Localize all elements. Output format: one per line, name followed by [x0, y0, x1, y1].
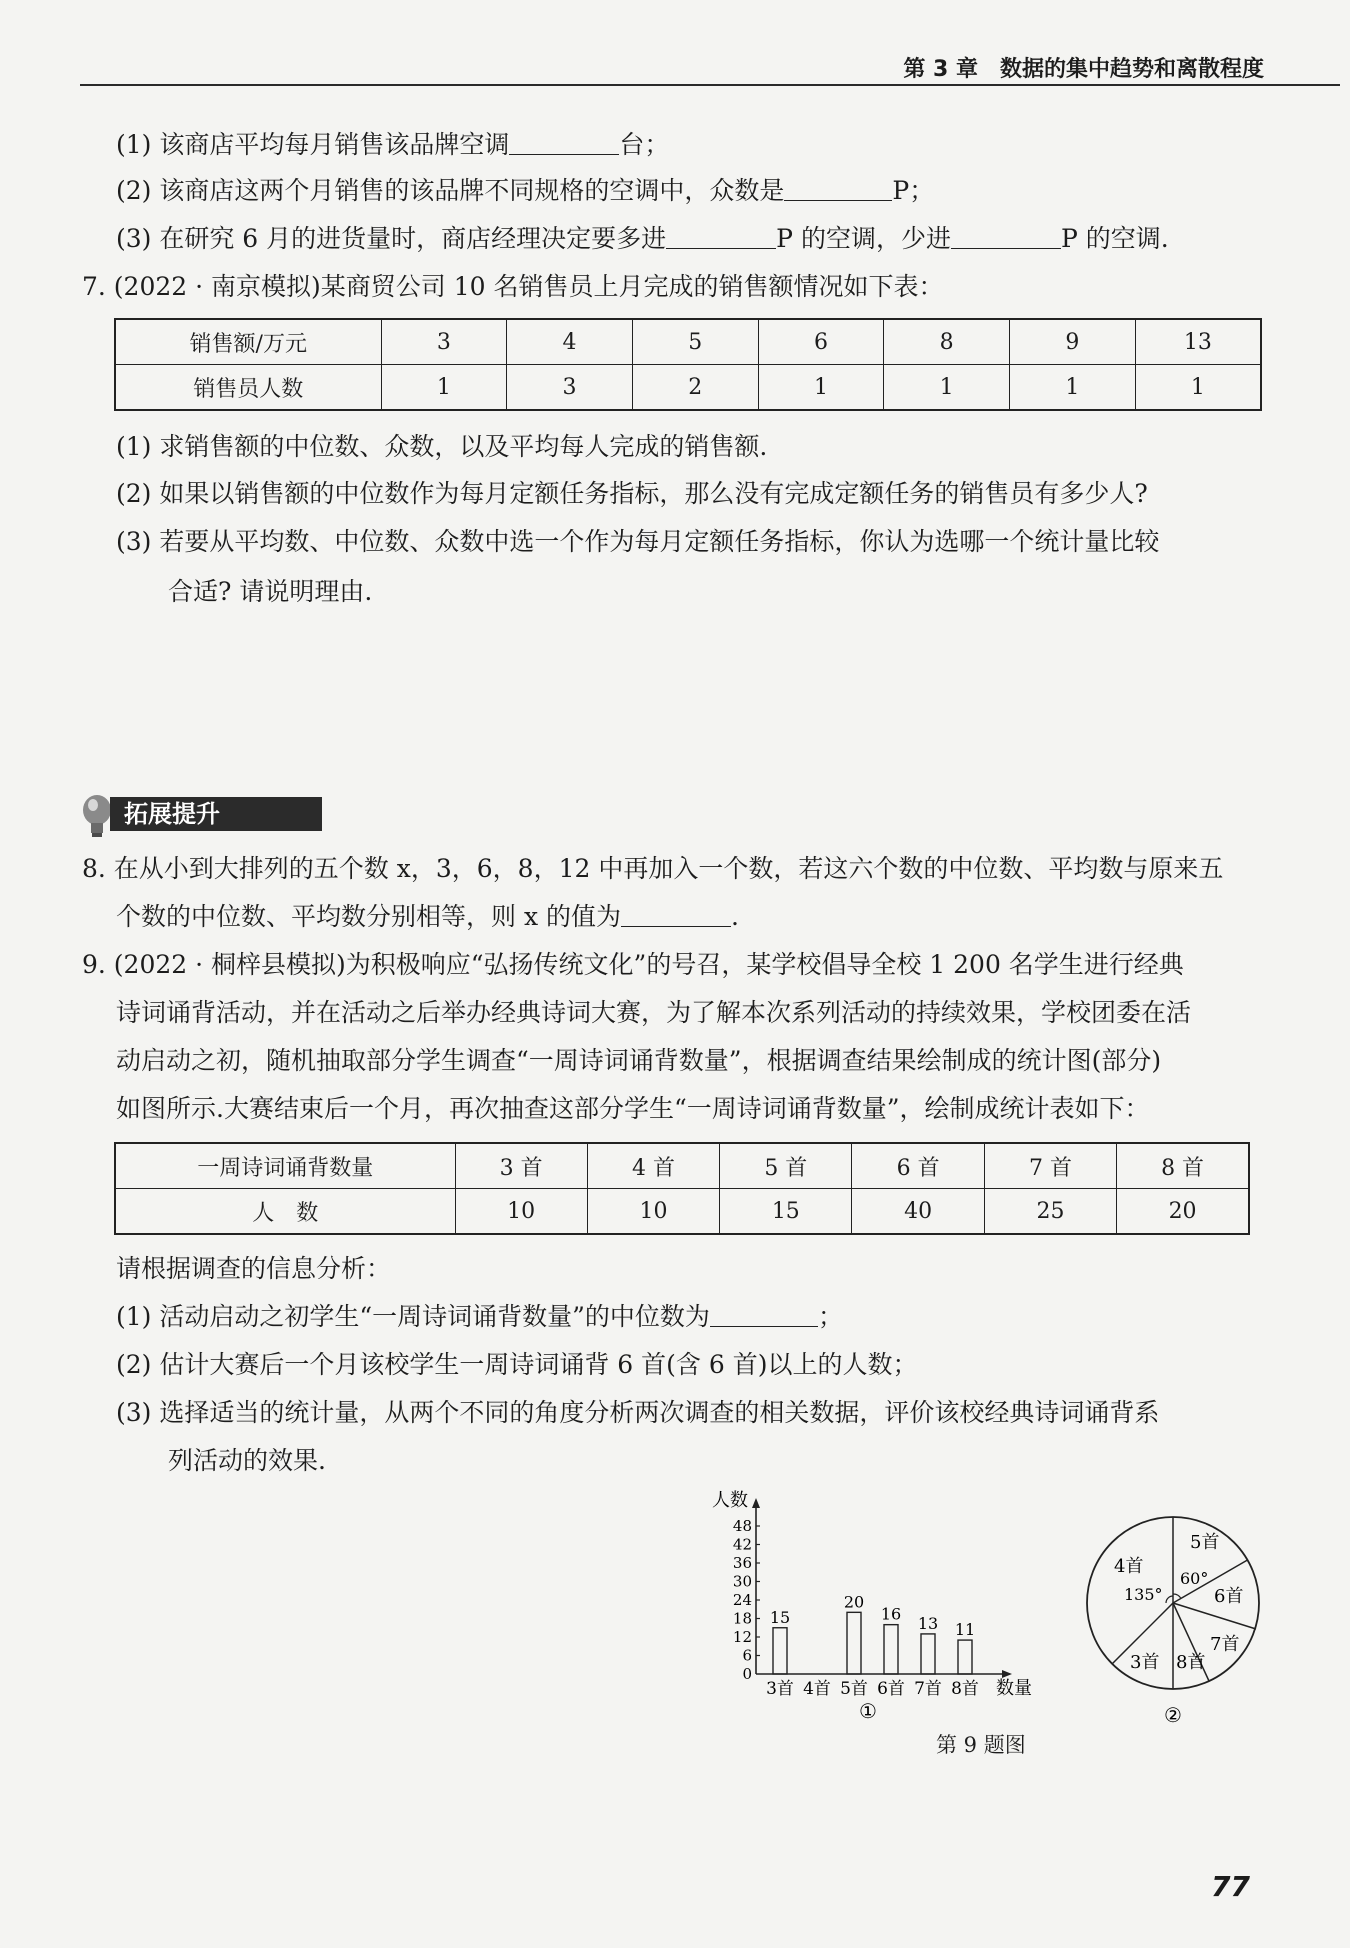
pie-angle-135: 135°: [1124, 1585, 1163, 1604]
y-tick-label: 48: [732, 1517, 752, 1535]
angle-arc: [1166, 1596, 1173, 1603]
bar-value-label: 15: [769, 1607, 791, 1627]
q6-part1-tail: 台；: [619, 130, 670, 159]
q7-sales-table: [114, 318, 1262, 411]
answer-blank[interactable]: [621, 900, 731, 927]
q6-part3-mid: P 的空调，少进: [776, 224, 951, 253]
table-cell: 13: [1135, 319, 1261, 365]
x-category-label: 3首: [766, 1679, 794, 1699]
bar-chart: [700, 1488, 1040, 1728]
table-cell: 1: [381, 365, 507, 411]
bar-value-label: 11: [954, 1620, 976, 1640]
x-axis-label: 数量: [996, 1678, 1032, 1699]
pie-chart: [1080, 1510, 1270, 1740]
q9-intro: 请根据调查的信息分析：: [116, 1254, 392, 1283]
table-row: [115, 1189, 1249, 1235]
y-tick-label: 0: [742, 1665, 752, 1683]
x-category-label: 7首: [914, 1679, 942, 1699]
bar: [847, 1612, 861, 1674]
y-tick-label: 30: [732, 1572, 752, 1591]
lightbulb-icon: [80, 793, 114, 841]
pie-label-4: 4首: [1114, 1556, 1144, 1577]
table-cell: 5 首: [720, 1143, 852, 1189]
y-axis-arrow: [752, 1498, 760, 1508]
table-row: [115, 1143, 1249, 1189]
page-number: 77: [1211, 1870, 1250, 1903]
y-tick-label: 18: [732, 1609, 752, 1628]
q7-part1: (1) 求销售额的中位数、众数，以及平均每人完成的销售额.: [116, 432, 768, 461]
answer-blank[interactable]: [951, 222, 1061, 249]
q6-part1: [116, 128, 669, 162]
y-tick-label: 36: [732, 1554, 752, 1572]
table-cell: 1: [758, 365, 884, 411]
q6-part3: [116, 222, 1169, 256]
table-cell: 25: [984, 1189, 1116, 1235]
x-axis-arrow: [1002, 1670, 1012, 1678]
table-row: [115, 365, 1261, 411]
q9-part2: (2) 估计大赛后一个月该校学生一周诗词诵背 6 首(含 6 首)以上的人数；: [116, 1350, 918, 1379]
q8-line2: [116, 900, 739, 934]
table-cell: 8 首: [1117, 1143, 1249, 1189]
q9-line3: 动启动之初，随机抽取部分学生调查“一周诗词诵背数量”，根据调查结果绘制成的统计图(部分): [116, 1046, 1162, 1075]
q8-line2-tail: .: [731, 902, 739, 931]
q6-part2-text: (2) 该商店这两个月销售的该品牌不同规格的空调中，众数是: [116, 176, 785, 205]
q6-part3-tail: P 的空调.: [1060, 224, 1169, 253]
pie-label-6: 6首: [1214, 1586, 1244, 1607]
answer-blank[interactable]: [710, 1300, 818, 1327]
figure-label-2: ②: [1164, 1703, 1182, 1727]
q8-line1: 8. 在从小到大排列的五个数 x，3，6，8，12 中再加入一个数，若这六个数的中位数、平均数与原来五: [82, 854, 1224, 883]
table-header-cell: 一周诗词诵背数量: [115, 1143, 455, 1189]
q8-line2-text: 个数的中位数、平均数分别相等，则 x 的值为: [116, 902, 621, 931]
table-cell: 3: [507, 365, 633, 411]
table-cell: 6 首: [852, 1143, 984, 1189]
q7-stem: 7. (2022 · 南京模拟)某商贸公司 10 名销售员上月完成的销售额情况如下表：: [82, 272, 944, 301]
x-category-label: 5首: [840, 1679, 868, 1699]
table-cell: 5: [632, 319, 758, 365]
table-cell: 1: [1135, 365, 1261, 411]
table-cell: 7 首: [984, 1143, 1116, 1189]
table-cell: 1: [884, 365, 1010, 411]
q9-part1-text: (1) 活动启动之初学生“一周诗词诵背数量”的中位数为: [116, 1302, 710, 1331]
x-categories: [766, 1679, 979, 1699]
pie-label-8: 8首: [1176, 1652, 1206, 1673]
q9-part3-line1: (3) 选择适当的统计量，从两个不同的角度分析两次调查的相关数据，评价该校经典诗词诵背系: [116, 1398, 1160, 1427]
answer-blank[interactable]: [509, 128, 619, 155]
x-category-label: 8首: [951, 1679, 979, 1699]
y-tick-label: 6: [742, 1646, 752, 1665]
q6-part2-tail: P；: [892, 176, 935, 205]
bar: [884, 1625, 898, 1674]
figure-label-1: ①: [859, 1699, 877, 1723]
table-cell: 9: [1010, 319, 1136, 365]
answer-blank[interactable]: [784, 174, 892, 201]
x-category-label: 6首: [877, 1679, 905, 1699]
bar-value-label: 13: [917, 1613, 939, 1633]
table-cell: 15: [720, 1189, 852, 1235]
x-category-label: 4首: [803, 1679, 831, 1699]
bars: [770, 1592, 975, 1674]
table-header-cell: 销售员人数: [115, 365, 381, 411]
y-tick-label: 24: [732, 1591, 752, 1609]
table-cell: 40: [852, 1189, 984, 1235]
header-rule: [80, 84, 1340, 86]
pie-label-3: 3首: [1130, 1652, 1160, 1673]
q7-part3-line2: 合适? 请说明理由.: [168, 577, 373, 606]
q9-part3-line2: 列活动的效果.: [168, 1446, 326, 1475]
q9-part1-tail: ；: [817, 1302, 843, 1331]
q7-part3-line1: (3) 若要从平均数、中位数、众数中选一个作为每月定额任务指标，你认为选哪一个统计量比较: [116, 527, 1160, 556]
table-cell: 3: [381, 319, 507, 365]
bar-value-label: 16: [880, 1604, 902, 1624]
pie-label-5: 5首: [1190, 1532, 1220, 1553]
bar: [958, 1640, 972, 1674]
table-header-cell: 人 数: [115, 1189, 455, 1235]
table-cell: 10: [587, 1189, 719, 1235]
table-cell: 3 首: [455, 1143, 587, 1189]
answer-blank[interactable]: [666, 222, 776, 249]
angle-arc: [1173, 1594, 1181, 1599]
q9-line1: 9. (2022 · 桐梓县模拟)为积极响应“弘扬传统文化”的号召，某学校倡导全校 1 200 名学生进行经典: [82, 950, 1184, 979]
table-cell: 1: [1010, 365, 1136, 411]
table-cell: 6: [758, 319, 884, 365]
table-cell: 20: [1117, 1189, 1249, 1235]
table-cell: 8: [884, 319, 1010, 365]
figure-caption: 第 9 题图: [936, 1733, 1026, 1757]
table-cell: 10: [455, 1189, 587, 1235]
bar: [921, 1634, 935, 1674]
section-title: 拓展提升: [110, 797, 322, 831]
q6-part1-text: (1) 该商店平均每月销售该品牌空调: [116, 130, 510, 159]
pie-label-7: 7首: [1210, 1634, 1240, 1655]
q9-part1: [116, 1300, 843, 1334]
q6-part3-text: (3) 在研究 6 月的进货量时，商店经理决定要多进: [116, 224, 667, 253]
table-row: [115, 319, 1261, 365]
table-cell: 4: [507, 319, 633, 365]
table-cell: 4 首: [587, 1143, 719, 1189]
table-header-cell: 销售额/万元: [115, 319, 381, 365]
y-axis-label: 人数: [712, 1490, 748, 1511]
pie-angle-60: 60°: [1180, 1569, 1209, 1588]
bar-value-label: 20: [843, 1592, 865, 1612]
chapter-title: 第 3 章 数据的集中趋势和离散程度: [903, 57, 1264, 82]
table-cell: 2: [632, 365, 758, 411]
q7-part2: (2) 如果以销售额的中位数作为每月定额任务指标，那么没有完成定额任务的销售员有多少人?: [116, 479, 1148, 508]
q9-line2: 诗词诵背活动，并在活动之后举办经典诗词大赛，为了解本次系列活动的持续效果，学校团委在活: [116, 998, 1192, 1027]
q9-recitation-table: [114, 1142, 1250, 1235]
y-tick-label: 12: [732, 1628, 752, 1646]
q6-part2: [116, 174, 934, 208]
q9-line4: 如图所示.大赛结束后一个月，再次抽查这部分学生“一周诗词诵背数量”，绘制成统计表如下：: [116, 1094, 1150, 1123]
y-tick-label: 42: [732, 1535, 752, 1554]
bar: [773, 1628, 787, 1674]
